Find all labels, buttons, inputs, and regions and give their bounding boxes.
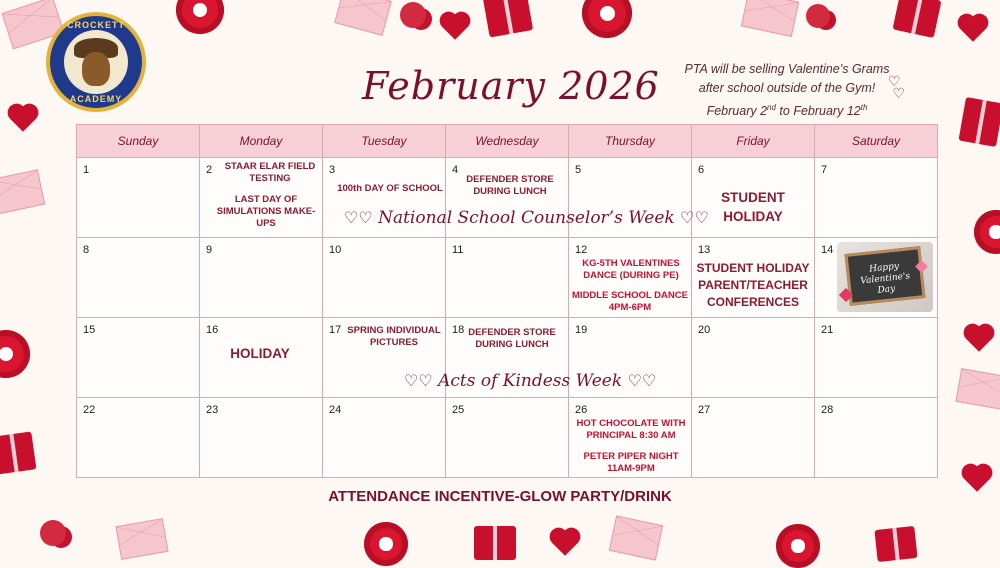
double-heart-icon: ♡♡ — [627, 371, 657, 390]
record-icon — [776, 524, 820, 568]
heart-icon — [10, 106, 35, 131]
pta-line-3 — [672, 98, 902, 121]
weekday-friday: Friday — [692, 125, 815, 158]
weekday-thursday: Thursday — [569, 125, 692, 158]
day-cell-9 — [200, 238, 323, 318]
day-number: 18 — [452, 324, 465, 336]
day-cell-7 — [815, 158, 938, 238]
day-number: 2 — [206, 164, 213, 176]
day-number: 4 — [452, 164, 459, 176]
record-icon — [176, 0, 224, 34]
calendar-grid — [76, 124, 938, 478]
day-number: 24 — [329, 404, 342, 416]
envelope-icon — [115, 518, 168, 560]
week-row-4 — [77, 398, 938, 478]
day-number: 13 — [698, 244, 711, 256]
pta-line-1: PTA will be selling Valentine’s Grams — [684, 62, 890, 76]
day-cell-12 — [569, 238, 692, 318]
day-cell-11 — [446, 238, 569, 318]
logo-top-text: CROCKETT — [67, 20, 125, 30]
day-number: 26 — [575, 404, 588, 416]
day-number: 17 — [329, 324, 342, 336]
chalkboard-icon — [844, 246, 925, 306]
day-number: 27 — [698, 404, 711, 416]
logo-bottom-text: ACADEMY — [69, 94, 123, 104]
day-number: 3 — [329, 164, 336, 176]
day-cell-15 — [77, 318, 200, 398]
day-cell-26 — [569, 398, 692, 478]
valentines-board-text: Happy Valentine's Day — [860, 261, 911, 296]
day-cell-16 — [200, 318, 323, 398]
day-number: 9 — [206, 244, 213, 256]
school-logo — [46, 12, 146, 112]
envelope-icon — [955, 368, 1000, 410]
day-number: 19 — [575, 324, 588, 336]
day-number: 23 — [206, 404, 219, 416]
record-icon — [974, 210, 1000, 254]
event-kg5-dance: KG-5TH VALENTINES DANCE (DURING PE) — [582, 258, 680, 281]
day-number: 11 — [452, 244, 464, 256]
event-ms-dance: MIDDLE SCHOOL DANCE 4PM-6PM — [572, 290, 688, 313]
weekday-sunday: Sunday — [77, 125, 200, 158]
event-peter-piper: PETER PIPER NIGHT 11AM-9PM — [583, 451, 679, 474]
day-cell-25 — [446, 398, 569, 478]
event-student-holiday: STUDENT HOLIDAY — [721, 190, 785, 224]
event-parent-teacher-conf: STUDENT HOLIDAY PARENT/TEACHER CONFERENCES — [696, 261, 810, 309]
pta-sup-2: th — [860, 103, 868, 112]
day-number: 8 — [83, 244, 90, 256]
pta-date-end: to February 12 — [775, 104, 861, 119]
kindness-week-banner — [404, 371, 656, 391]
berries-icon — [40, 520, 66, 546]
pta-date-start: February 2 — [706, 104, 768, 119]
berries-icon — [400, 2, 426, 28]
gift-icon — [958, 97, 1000, 147]
day-number: 20 — [698, 324, 711, 336]
gift-icon — [483, 0, 533, 38]
day-number: 5 — [575, 164, 582, 176]
day-number: 16 — [206, 324, 219, 336]
day-cell-27 — [692, 398, 815, 478]
event-simulations: LAST DAY OF SIMULATIONS MAKE-UPS — [216, 194, 316, 229]
weekday-wednesday: Wednesday — [446, 125, 569, 158]
day-number: 22 — [83, 404, 96, 416]
day-number: 28 — [821, 404, 834, 416]
day-cell-22 — [77, 398, 200, 478]
week-row-2 — [77, 238, 938, 318]
heart-icon — [552, 530, 577, 555]
day-number: 21 — [821, 324, 834, 336]
day-cell-21 — [815, 318, 938, 398]
day-number: 25 — [452, 404, 465, 416]
envelope-icon — [741, 0, 799, 37]
gift-icon — [0, 431, 36, 474]
record-icon — [0, 330, 30, 378]
double-heart-icon: ♡♡ — [404, 371, 433, 390]
day-number: 12 — [575, 244, 588, 256]
face-icon — [82, 52, 110, 86]
record-icon — [364, 522, 408, 566]
heart-icon — [966, 326, 991, 351]
attendance-incentive: ATTENDANCE INCENTIVE-GLOW PARTY/DRINK — [328, 488, 672, 505]
double-heart-icon: ♡♡ — [680, 208, 709, 227]
gift-icon — [474, 526, 516, 560]
envelope-icon — [609, 515, 663, 560]
event-spring-pictures: SPRING INDIVIDUAL PICTURES — [347, 325, 441, 348]
pta-notice — [672, 60, 902, 121]
weekday-saturday: Saturday — [815, 125, 938, 158]
day-cell-1 — [77, 158, 200, 238]
valentines-day-image — [837, 242, 933, 312]
envelope-icon — [334, 0, 392, 36]
day-cell-14 — [815, 238, 938, 318]
record-icon — [582, 0, 632, 38]
berries-icon — [806, 4, 830, 28]
heart-icon — [442, 14, 467, 39]
event-defender-store: DEFENDER STORE DURING LUNCH — [466, 174, 554, 197]
day-cell-8 — [77, 238, 200, 318]
day-cell-20 — [692, 318, 815, 398]
day-cell-10 — [323, 238, 446, 318]
day-cell-6 — [692, 158, 815, 238]
weekday-monday: Monday — [200, 125, 323, 158]
double-heart-icon: ♡♡ — [344, 208, 373, 227]
event-100th-day: 100th DAY OF SCHOOL — [337, 183, 443, 194]
day-number: 6 — [698, 164, 705, 176]
pta-sup-1: nd — [767, 103, 776, 112]
day-number: 15 — [83, 324, 96, 336]
day-cell-13 — [692, 238, 815, 318]
kindness-week-text: Acts of Kindess Week — [438, 371, 623, 391]
gift-icon — [893, 0, 942, 38]
event-staar: STAAR ELAR FIELD TESTING — [224, 161, 316, 184]
heart-icon — [960, 16, 985, 41]
weekday-tuesday: Tuesday — [323, 125, 446, 158]
day-number: 10 — [329, 244, 342, 256]
gift-icon — [874, 526, 917, 562]
pta-line-2: after school outside of the Gym! — [698, 81, 876, 95]
weekday-header-row — [77, 125, 938, 158]
day-cell-28 — [815, 398, 938, 478]
day-number: 7 — [821, 164, 828, 176]
event-holiday: HOLIDAY — [230, 346, 290, 361]
counselor-week-banner — [344, 208, 709, 228]
double-heart-icon: ♡ ♡ — [888, 74, 906, 102]
logo-portrait — [64, 30, 128, 94]
counselor-week-text: National School Counselor’s Week — [378, 208, 675, 228]
day-number: 14 — [821, 244, 834, 256]
day-cell-2 — [200, 158, 323, 238]
event-hot-chocolate: HOT CHOCOLATE WITH PRINCIPAL 8:30 AM — [576, 418, 686, 441]
day-cell-24 — [323, 398, 446, 478]
day-cell-23 — [200, 398, 323, 478]
page-title: February 2026 — [362, 64, 660, 108]
day-number: 1 — [83, 164, 90, 176]
event-defender-store-2: DEFENDER STORE DURING LUNCH — [468, 327, 556, 350]
envelope-icon — [0, 169, 45, 215]
